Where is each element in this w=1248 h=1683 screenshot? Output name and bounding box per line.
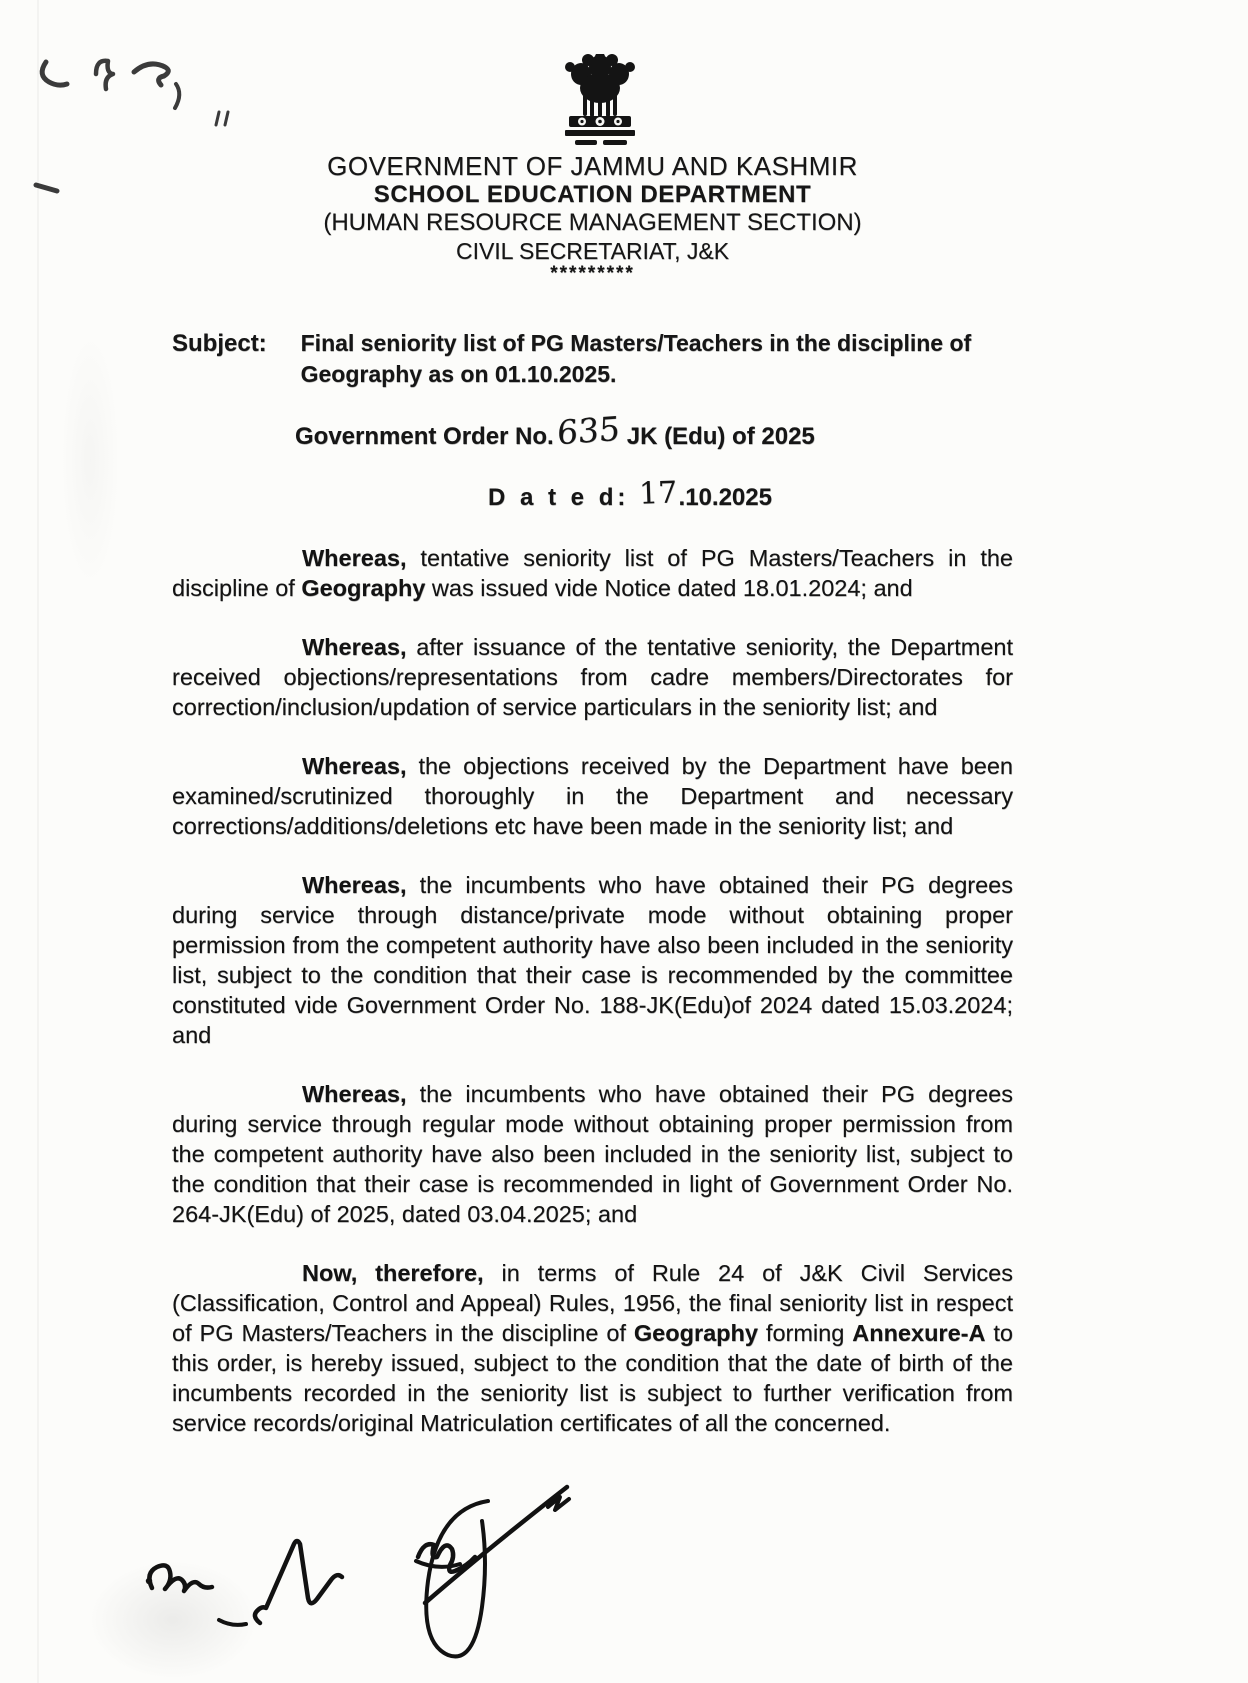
scan-edge-artifact bbox=[37, 0, 39, 1683]
paragraph-text: was issued vide Notice dated 18.01.2024; and bbox=[425, 575, 913, 601]
paragraph-text: tentative seniority list of PG Masters/Teachers in the discipline of bbox=[172, 545, 1013, 601]
subject-block bbox=[172, 328, 1017, 390]
paragraph-bold-text: Whereas, bbox=[302, 1081, 407, 1107]
asterisk-separator: ********* bbox=[550, 263, 635, 284]
order-number-prefix: Government Order No. bbox=[295, 423, 554, 450]
paragraph-text: after issuance of the tentative seniority, the Department received objections/representations from cadre members/Directorates for correction/inclusion/updation of service particulars in the seniority list; and bbox=[172, 634, 1013, 720]
subject-text: Final seniority list of PG Masters/Teachers in the discipline of Geography as on 01.10.2025. bbox=[300, 330, 972, 387]
paragraph-bold-text: Whereas, bbox=[302, 753, 407, 779]
paragraph-text: forming bbox=[757, 1320, 853, 1346]
paragraph-whereas-1 bbox=[172, 543, 1013, 603]
dated-rest: .10.2025 bbox=[678, 484, 772, 511]
paragraph-text: to this order, is hereby issued, subject to the condition that the date of birth of the incumbents recorded in the seniority list is subject to further verification from service records/original Matriculation certificates of all the concerned. bbox=[172, 1320, 1013, 1436]
paragraph-whereas-2 bbox=[172, 632, 1013, 722]
secretariat-name: CIVIL SECRETARIAT, J&K bbox=[455, 238, 730, 264]
paragraph-bold-text: Now, therefore, bbox=[302, 1260, 484, 1286]
paragraph-whereas-3 bbox=[172, 751, 1013, 841]
dated-label: D a t e d: bbox=[488, 484, 630, 511]
order-number-suffix: JK (Edu) of 2025 bbox=[626, 423, 815, 450]
paragraph-bold-text: Whereas, bbox=[302, 545, 407, 571]
paragraph-text: the objections received by the Department have been examined/scrutinized thoroughly in the Department and necessary corrections/additions/deletions etc have been made in the seniority list; and bbox=[172, 753, 1013, 839]
order-number-handwritten: 635 bbox=[556, 408, 621, 453]
paragraph-text: in terms of Rule 24 of J&K Civil Services (Classification, Control and Appeal) Rules, 1956, the final seniority list in respect of PG Masters/Teachers in the discipline of bbox=[172, 1260, 1013, 1346]
paragraph-now-therefore bbox=[172, 1258, 1013, 1438]
signature-area bbox=[100, 1455, 720, 1680]
paragraph-bold-text: Geography bbox=[633, 1320, 758, 1346]
government-name: GOVERNMENT OF JAMMU AND KASHMIR bbox=[327, 151, 858, 181]
dated-line bbox=[488, 475, 772, 513]
scan-smudge bbox=[60, 330, 120, 590]
paragraph-text: the incumbents who have obtained their PG degrees during service through regular mode without obtaining proper permission from the competent authority have also been included in the seniority list, subject to the condition that their case is recommended in light of Government Order No. 264-JK(Edu) of 2025, dated 03.04.2025; and bbox=[172, 1081, 1013, 1227]
paragraph-text: the incumbents who have obtained their PG degrees during service through distance/private mode without obtaining proper permission from the competent authority have also been included in the seniority list, subject to the condition that their case is recommended by the committee constituted vide Government Order No. 188-JK(Edu)of 2024 dated 15.03.2024; and bbox=[172, 872, 1013, 1048]
initials-signature-icon bbox=[146, 1565, 246, 1625]
department-name: SCHOOL EDUCATION DEPARTMENT bbox=[373, 181, 812, 208]
paragraph-whereas-5 bbox=[172, 1079, 1013, 1229]
paragraph-bold-text: Whereas, bbox=[302, 634, 407, 660]
section-name: (HUMAN RESOURCE MANAGEMENT SECTION) bbox=[323, 209, 862, 236]
paragraph-bold-text: Whereas, bbox=[302, 872, 407, 898]
subject-label: Subject: bbox=[172, 330, 267, 357]
paragraph-bold-text: Annexure-A bbox=[852, 1320, 986, 1346]
paragraph-whereas-4 bbox=[172, 870, 1013, 1050]
paraph-signature-icon bbox=[255, 1541, 342, 1623]
oval-flourish-signature-icon bbox=[416, 1487, 569, 1656]
letterhead bbox=[172, 152, 1013, 283]
order-body bbox=[172, 543, 1013, 1467]
india-state-emblem-icon bbox=[554, 54, 646, 150]
paragraph-bold-text: Geography bbox=[301, 575, 426, 601]
dated-day-handwritten: 17 bbox=[638, 475, 679, 512]
order-number-line bbox=[295, 408, 815, 453]
